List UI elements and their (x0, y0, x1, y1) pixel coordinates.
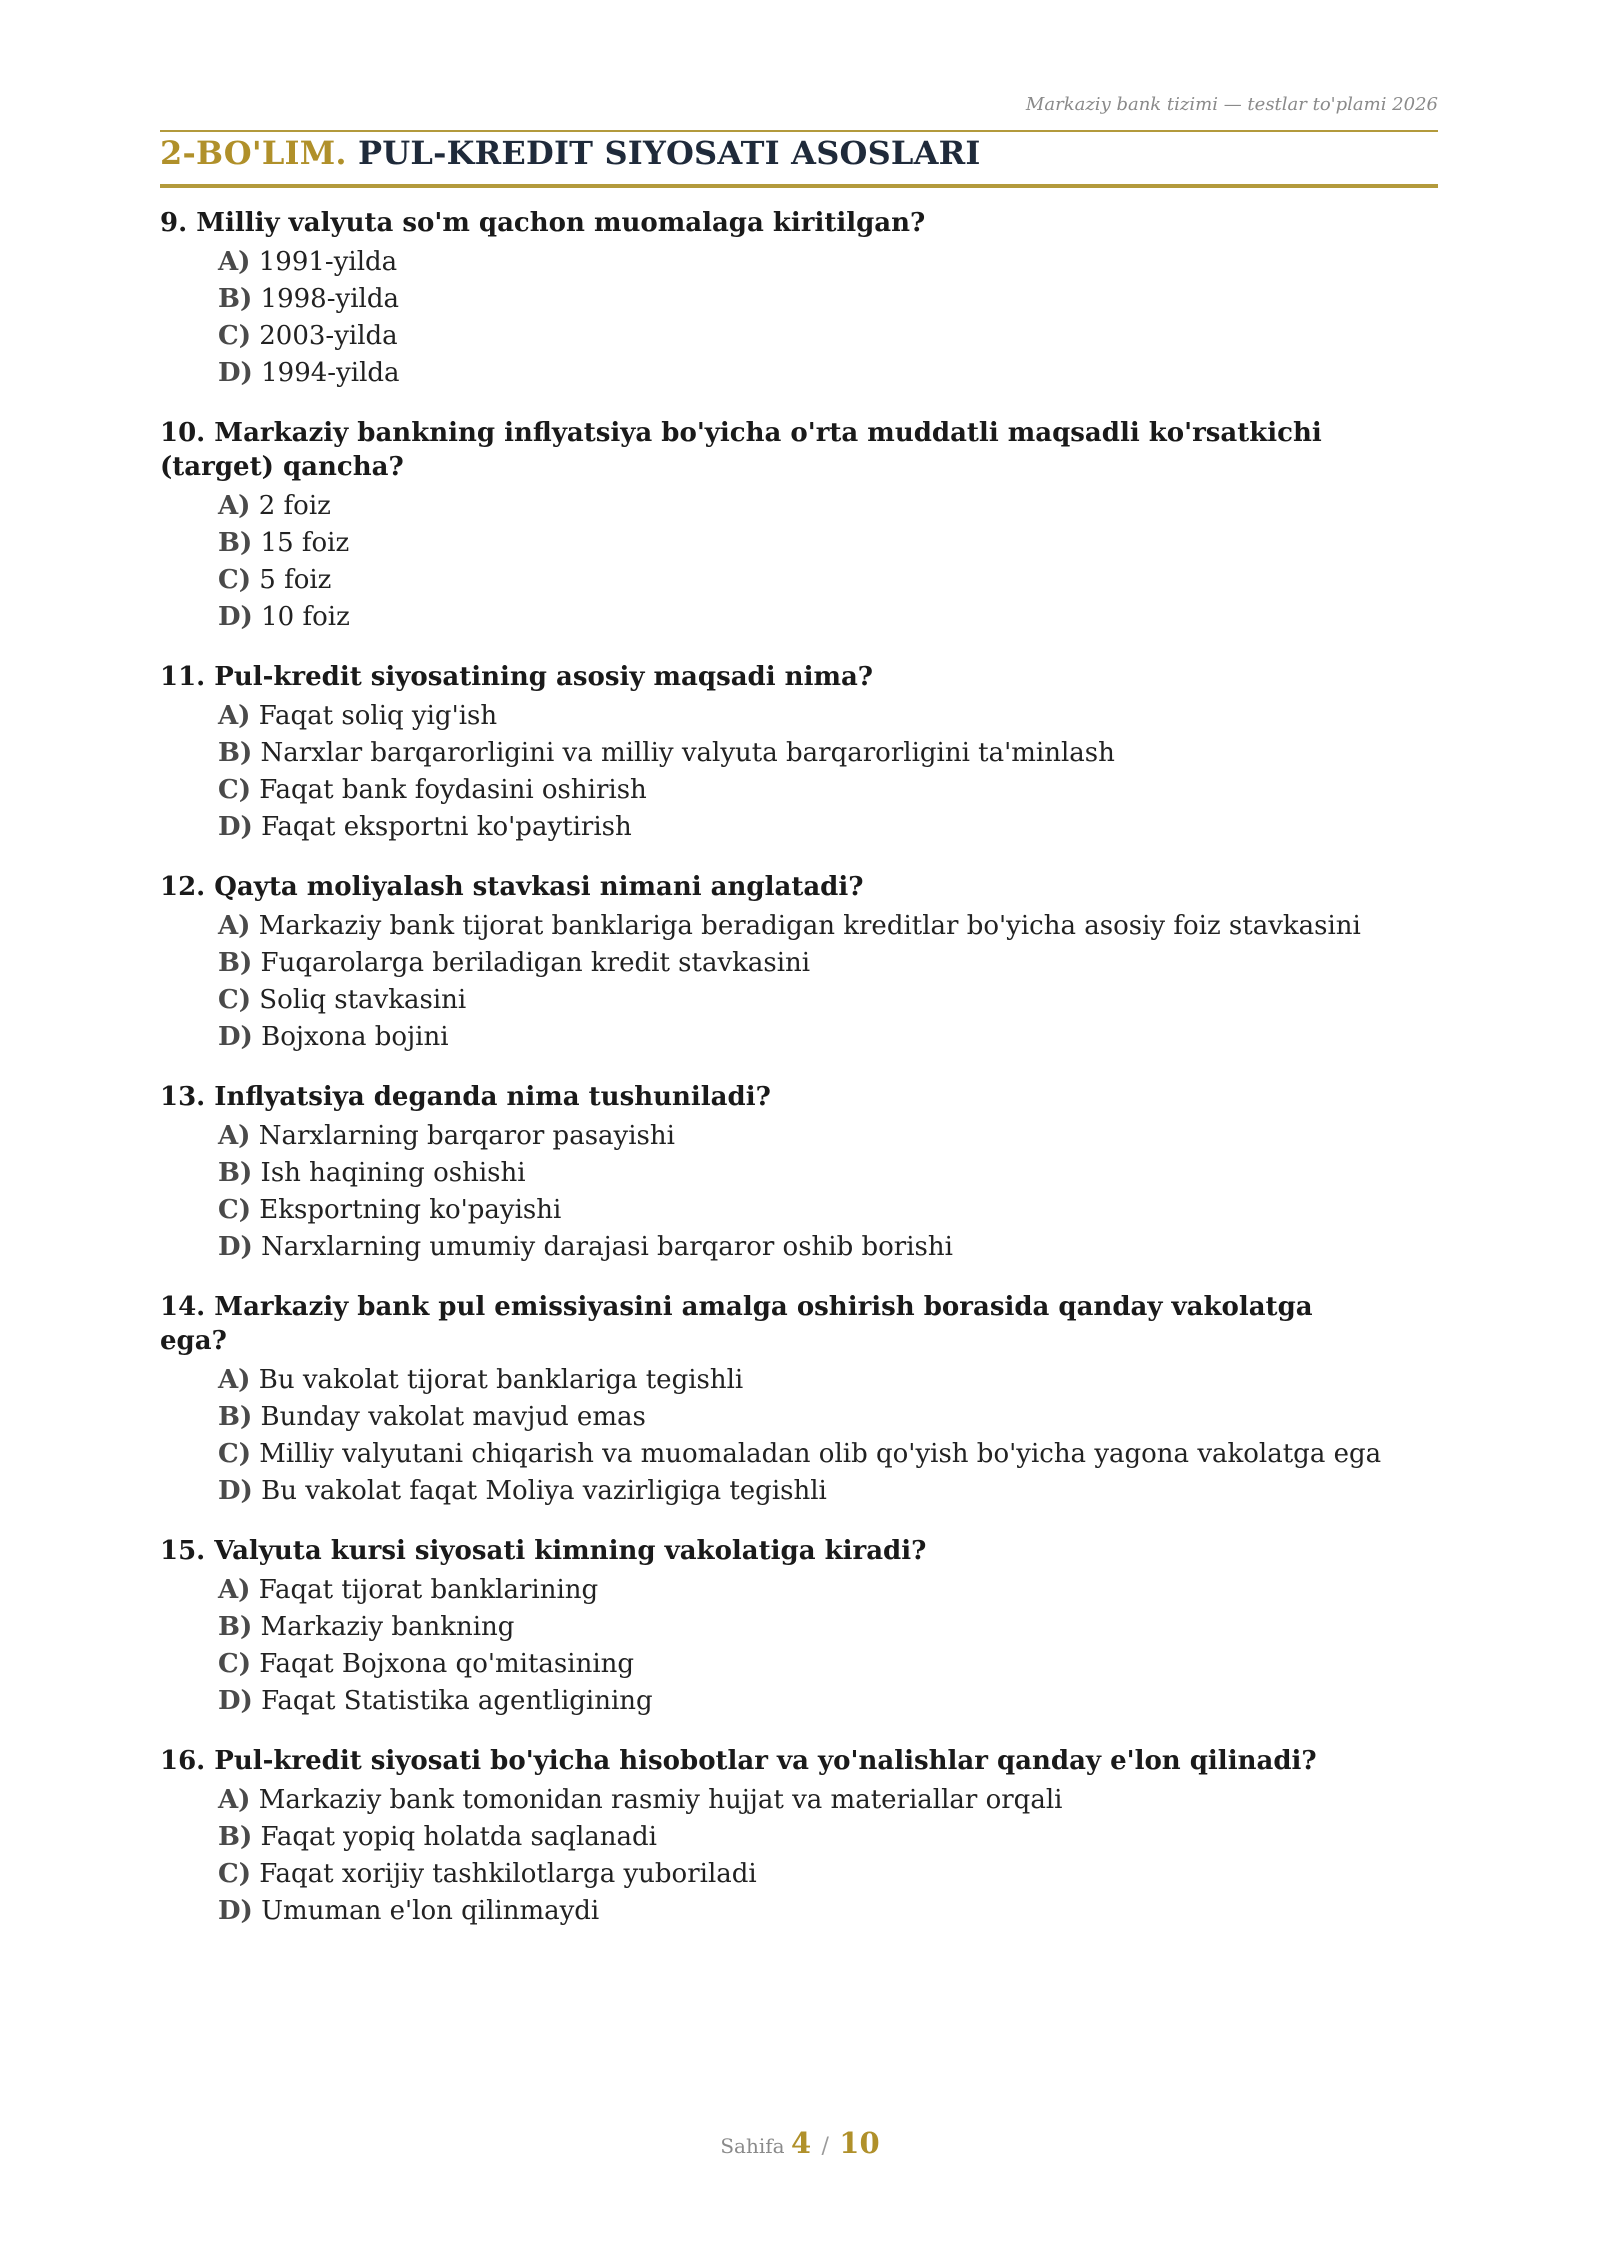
option-letter: C) (218, 565, 251, 595)
option-text: Markaziy bank tomonidan rasmiy hujjat va materiallar orqali (258, 1785, 1063, 1815)
option-letter: C) (218, 1439, 251, 1469)
answer-options (160, 1362, 1438, 1510)
option-text: Faqat yopiq holatda saqlanadi (260, 1822, 657, 1852)
option-letter: B) (218, 738, 253, 768)
answer-option (218, 1118, 1438, 1155)
option-letter: A) (218, 491, 251, 521)
section-rule (160, 184, 1438, 188)
option-text: Bu vakolat faqat Moliya vazirligiga tegishli (261, 1476, 827, 1506)
question-text: 13. Inflyatsiya deganda nima tushuniladi? (160, 1082, 771, 1112)
option-letter: A) (218, 1121, 251, 1151)
question-item (160, 1744, 1438, 1930)
answer-option (218, 1019, 1438, 1056)
option-text: Faqat eksportni ko'paytirish (261, 812, 632, 842)
answer-option (218, 1893, 1438, 1930)
option-letter: D) (218, 1896, 253, 1926)
question-text: 14. Markaziy bank pul emissiyasini amalga oshirish borasida qanday vakolatga ega? (160, 1292, 1313, 1356)
option-text: Faqat Bojxona qo'mitasining (259, 1649, 635, 1679)
answer-options (160, 488, 1438, 636)
answer-option (218, 355, 1438, 392)
answer-option (218, 599, 1438, 636)
answer-option (218, 1646, 1438, 1683)
question-item (160, 416, 1438, 636)
option-text: Eksportning ko'payishi (259, 1195, 562, 1225)
answer-option (218, 1362, 1438, 1399)
option-text: 1998-yilda (260, 284, 399, 314)
option-letter: C) (218, 321, 251, 351)
option-letter: A) (218, 1575, 251, 1605)
question-text: 11. Pul-kredit siyosatining asosiy maqsadi nima? (160, 662, 874, 692)
option-text: Faqat xorijiy tashkilotlarga yuboriladi (259, 1859, 757, 1889)
question-text: 15. Valyuta kursi siyosati kimning vakolatiga kiradi? (160, 1536, 927, 1566)
answer-option (218, 1819, 1438, 1856)
option-letter: C) (218, 775, 251, 805)
option-text: 10 foiz (261, 602, 350, 632)
option-text: Narxlarning umumiy darajasi barqaror oshib borishi (261, 1232, 953, 1262)
option-letter: C) (218, 1195, 251, 1225)
answer-option (218, 318, 1438, 355)
option-text: Narxlarning barqaror pasayishi (258, 1121, 675, 1151)
answer-option (218, 1856, 1438, 1893)
question-text: 9. Milliy valyuta so'm qachon muomalaga kiritilgan? (160, 208, 926, 238)
answer-option (218, 244, 1438, 281)
question-item (160, 1534, 1438, 1720)
answer-options (160, 1782, 1438, 1930)
option-letter: D) (218, 602, 253, 632)
answer-option (218, 982, 1438, 1019)
answer-options (160, 1118, 1438, 1266)
option-text: Faqat soliq yig'ish (258, 701, 498, 731)
option-letter: B) (218, 528, 253, 558)
option-text: Soliq stavkasini (259, 985, 467, 1015)
option-letter: B) (218, 1822, 253, 1852)
option-letter: A) (218, 1365, 251, 1395)
option-letter: D) (218, 812, 253, 842)
answer-option (218, 735, 1438, 772)
answer-option (218, 1155, 1438, 1192)
option-letter: B) (218, 284, 253, 314)
answer-option (218, 698, 1438, 735)
header-rule (160, 130, 1438, 132)
option-letter: B) (218, 948, 253, 978)
option-letter: C) (218, 1649, 251, 1679)
option-letter: B) (218, 1158, 253, 1188)
option-text: 2 foiz (258, 491, 331, 521)
page-label: Sahifa (720, 2134, 785, 2158)
current-page-number: 4 (790, 2126, 812, 2160)
option-text: 5 foiz (259, 565, 332, 595)
answer-option (218, 772, 1438, 809)
answer-option (218, 1683, 1438, 1720)
answer-option (218, 1572, 1438, 1609)
answer-option (218, 1192, 1438, 1229)
option-letter: A) (218, 1785, 251, 1815)
option-text: 15 foiz (260, 528, 350, 558)
option-text: Bunday vakolat mavjud emas (260, 1402, 646, 1432)
question-text: 12. Qayta moliyalash stavkasi nimani anglatadi? (160, 872, 864, 902)
option-text: Umuman e'lon qilinmaydi (261, 1896, 600, 1926)
answer-option (218, 488, 1438, 525)
option-letter: A) (218, 701, 251, 731)
answer-option (218, 908, 1438, 945)
option-text: Bu vakolat tijorat banklariga tegishli (258, 1365, 744, 1395)
question-list (160, 206, 1438, 1954)
section-title: PUL-KREDIT SIYOSATI ASOSLARI (358, 134, 981, 172)
answer-option (218, 945, 1438, 982)
option-text: Faqat bank foydasini oshirish (259, 775, 647, 805)
option-text: Markaziy bankning (260, 1612, 515, 1642)
question-text: 10. Markaziy bankning inflyatsiya bo'yicha o'rta muddatli maqsadli ko'rsatkichi (target) qancha? (160, 418, 1322, 482)
option-text: Faqat tijorat banklarining (258, 1575, 599, 1605)
answer-option (218, 281, 1438, 318)
option-letter: A) (218, 247, 251, 277)
option-letter: D) (218, 1022, 253, 1052)
page-separator: / (821, 2134, 829, 2159)
question-item (160, 206, 1438, 392)
option-text: Bojxona bojini (261, 1022, 449, 1052)
page-footer (0, 2126, 1600, 2160)
option-text: 1991-yilda (258, 247, 398, 277)
option-text: Narxlar barqarorligini va milliy valyuta barqarorligini ta'minlash (260, 738, 1115, 768)
option-letter: D) (218, 1232, 253, 1262)
option-letter: D) (218, 358, 253, 388)
answer-option (218, 525, 1438, 562)
question-text: 16. Pul-kredit siyosati bo'yicha hisobotlar va yo'nalishlar qanday e'lon qilinadi? (160, 1746, 1317, 1776)
option-text: Markaziy bank tijorat banklariga beradigan kreditlar bo'yicha asosiy foiz stavkasini (258, 911, 1361, 941)
answer-option (218, 809, 1438, 846)
option-letter: B) (218, 1612, 253, 1642)
answer-option (218, 1399, 1438, 1436)
answer-option (218, 1609, 1438, 1646)
answer-option (218, 1436, 1438, 1473)
question-item (160, 1080, 1438, 1266)
answer-option (218, 1782, 1438, 1819)
answer-option (218, 562, 1438, 599)
answer-options (160, 244, 1438, 392)
total-pages-number: 10 (839, 2126, 880, 2160)
option-letter: C) (218, 1859, 251, 1889)
running-header: Markaziy bank tizimi — testlar to'plami 2026 (1025, 94, 1438, 115)
answer-options (160, 698, 1438, 846)
option-letter: D) (218, 1686, 253, 1716)
question-item (160, 870, 1438, 1056)
answer-options (160, 908, 1438, 1056)
answer-options (160, 1572, 1438, 1720)
question-item (160, 1290, 1438, 1510)
option-letter: A) (218, 911, 251, 941)
section-number: 2-BO'LIM. (160, 134, 347, 172)
option-letter: B) (218, 1402, 253, 1432)
option-text: Faqat Statistika agentligining (261, 1686, 653, 1716)
option-text: 1994-yilda (261, 358, 400, 388)
section-heading (160, 134, 1438, 172)
answer-option (218, 1473, 1438, 1510)
option-letter: C) (218, 985, 251, 1015)
option-text: Ish haqining oshishi (260, 1158, 526, 1188)
option-text: Fuqarolarga beriladigan kredit stavkasini (260, 948, 811, 978)
option-letter: D) (218, 1476, 253, 1506)
answer-option (218, 1229, 1438, 1266)
option-text: 2003-yilda (259, 321, 398, 351)
option-text: Milliy valyutani chiqarish va muomaladan olib qo'yish bo'yicha yagona vakolatga ega (259, 1439, 1382, 1469)
question-item (160, 660, 1438, 846)
